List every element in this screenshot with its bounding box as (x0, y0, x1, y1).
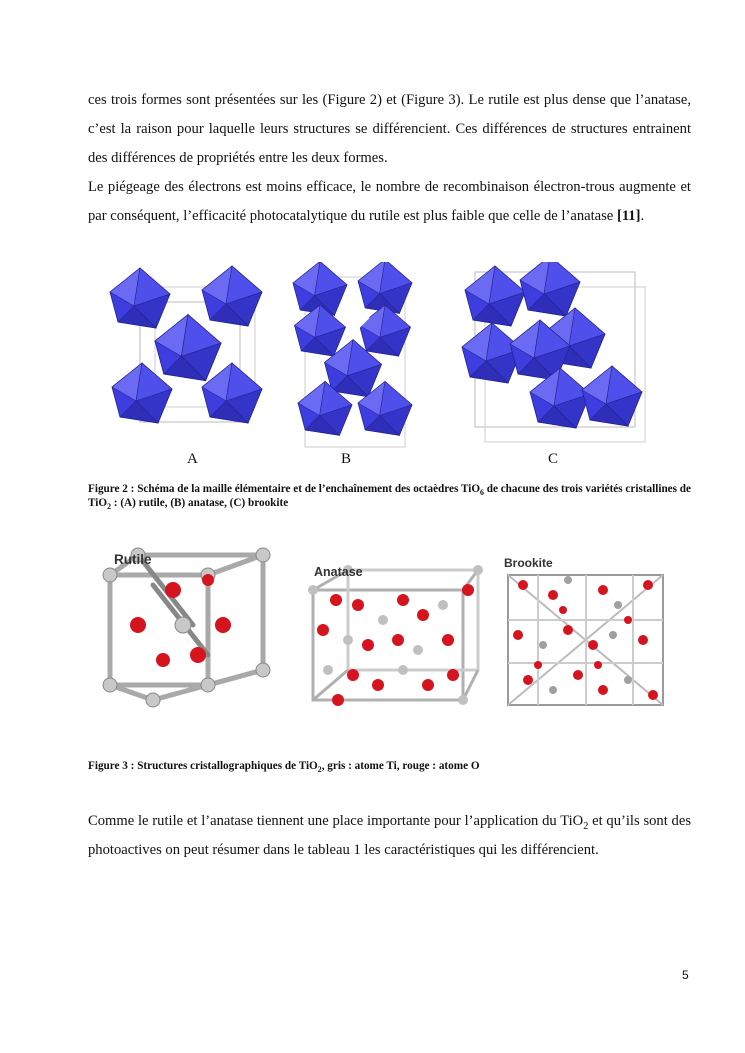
paragraph-trapping-text: Le piégeage des électrons est moins efficace, le nombre de recombinaison électron-trous augmente et par conséquent, l’efficacité photocatalytique du rutile est plus faible que celle de l’anatase (88, 179, 691, 224)
paragraph-trapping (88, 173, 691, 231)
figure2-caption (88, 483, 692, 510)
figure2-caption-text-c: : (A) rutile, (B) anatase, (C) brookite (111, 496, 289, 509)
figure2-image (100, 262, 660, 472)
figure3-caption (88, 760, 692, 774)
figure2-label-a: A (187, 451, 198, 467)
anatase-atoms (308, 565, 483, 706)
paragraph-intro: ces trois formes sont présentées sur les (Figure 2) et (Figure 3). Le rutile est plus dense que l’anatase, c’est la raison pour laquelle leurs structures se différencient. Ces différences de structures entrainent des différences de propriétés entre les deux formes. (88, 92, 691, 166)
figure2-label-b: B (341, 451, 352, 467)
figure2-caption-text-b: de chacune des trois variétés cristallines de TiO (88, 483, 691, 509)
figure2-caption-sub2: 2 (107, 501, 111, 511)
citation-ref: [11] (616, 208, 641, 224)
figure2-caption-sub1: 6 (480, 488, 484, 498)
figure2-caption-text-a: Figure 2 : Schéma de la maille élémentaire et de l’enchaînement des octaèdres TiO (88, 483, 481, 495)
figure2-label-c: C (548, 451, 559, 467)
paragraph-trapping-end: . (640, 208, 645, 224)
figure3-caption-text-b: , gris : atome Ti, rouge : atome O (321, 760, 480, 772)
figure3-caption-text-a: Figure 3 : Structures cristallographiques de TiO (88, 760, 318, 772)
panel-c-brookite (462, 262, 645, 442)
paragraph-table-intro-sub: 2 (583, 820, 589, 832)
figure3-caption-sub: 2 (317, 765, 322, 775)
paragraph-table-intro (88, 807, 691, 865)
figure3-label-rutile: Rutile (114, 552, 152, 567)
panel-a-rutile (110, 266, 262, 423)
figure3-label-brookite: Brookite (504, 556, 553, 570)
figure3-image (98, 545, 678, 725)
paragraph-table-intro-a: Comme le rutile et l’anatase tiennent une place importante pour l’application du TiO (88, 813, 584, 829)
page-number: 5 (682, 968, 689, 982)
paragraph-table-intro-b: et qu’ils sont des photoactives on peut résumer dans le tableau 1 les caractéristiques qui les différencient. (88, 813, 692, 858)
figure3-label-anatase: Anatase (314, 565, 363, 579)
panel-b-anatase (293, 262, 412, 447)
